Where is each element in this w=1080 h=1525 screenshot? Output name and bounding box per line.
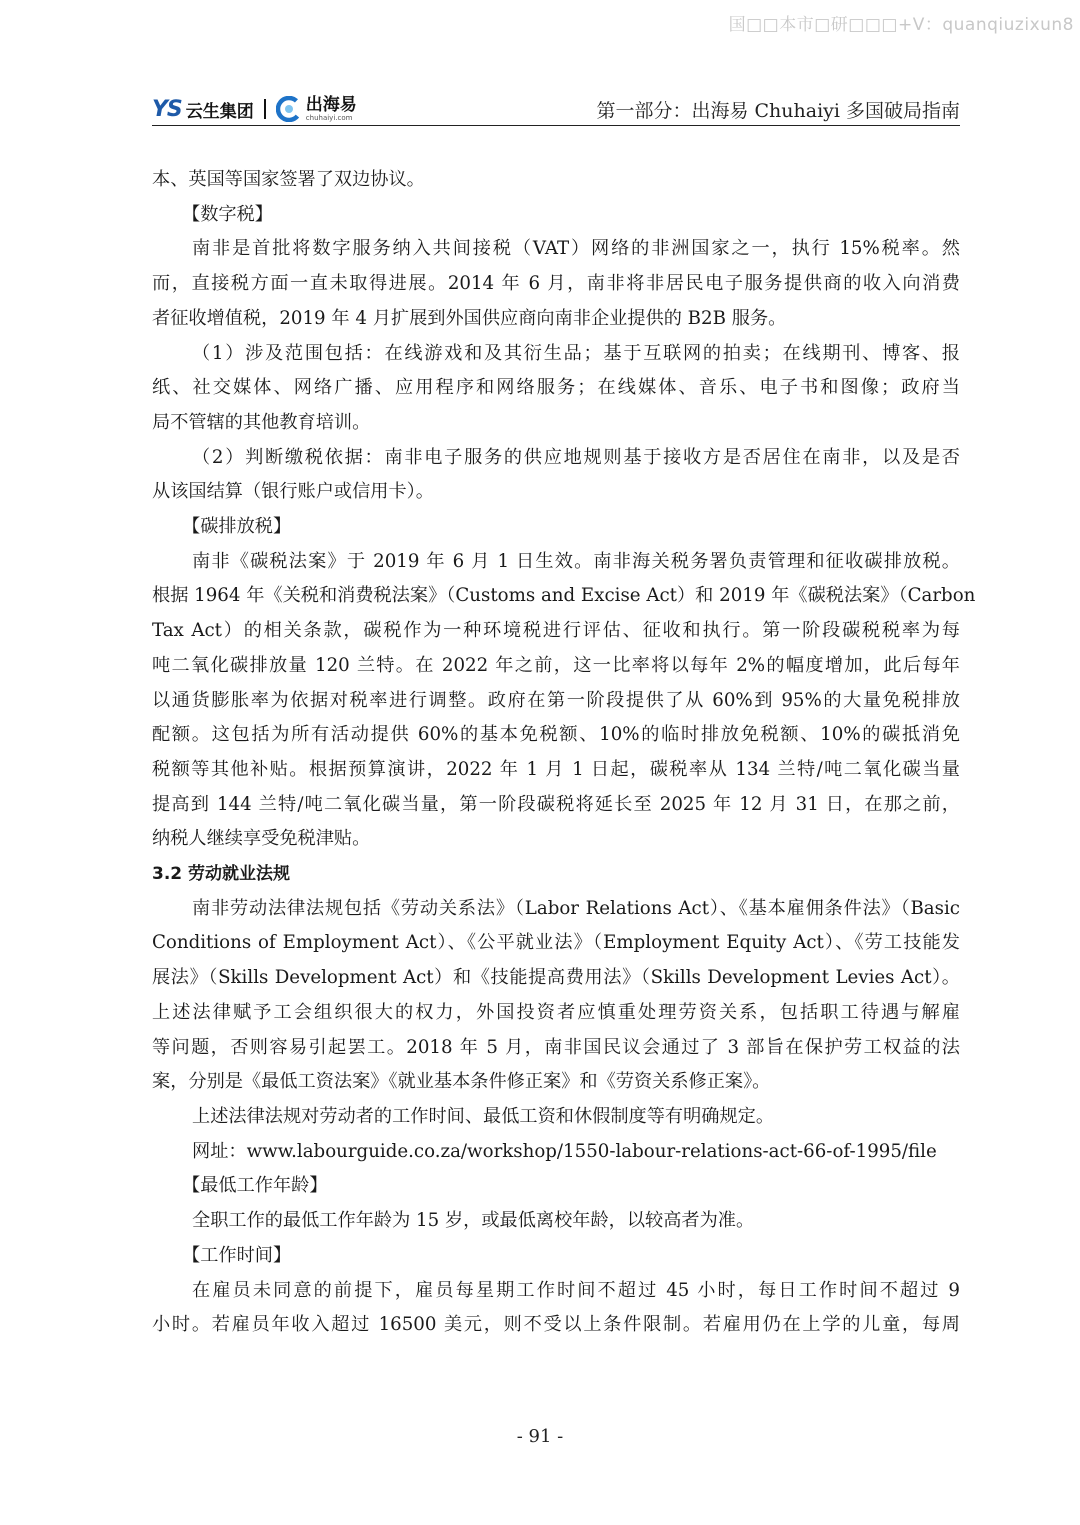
chuhaiyi-logo-en: chuhaiyi.com [305, 113, 353, 122]
paragraph-line: （2）判断缴税依据：南非电子服务的供应地规则基于接收方是否居住在南非，以及是否 [192, 446, 960, 468]
paragraph-line: 税额等其他补贴。根据预算演讲，2022 年 1 月 1 日起，碳税率从 134 兰特/吨二氧化碳当量 [152, 758, 960, 780]
page-number: - 91 - [516, 1426, 564, 1447]
paragraph-line: 等问题，否则容易引起罢工。2018 年 5 月，南非国民议会通过了 3 部旨在保护劳工权益的法 [152, 1036, 960, 1058]
paragraph-line: 南非《碳税法案》于 2019 年 6 月 1 日生效。南非海关税务署负责管理和征收碳排放税。 [192, 550, 960, 572]
watermark: 国□□本市□研□□□+V：quanqiuzixun8 [728, 15, 1074, 35]
page-header [152, 92, 960, 126]
paragraph-line: 配额。这包括为所有活动提供 60%的基本免税额、10%的临时排放免税额、10%的碳抵消免 [152, 724, 960, 746]
url-line: 网址：www.labourguide.co.za/workshop/1550-labour-relations-act-66-of-1995/file [192, 1140, 937, 1162]
subheading-carbon-tax: 【碳排放税】 [182, 516, 292, 538]
subheading-minimum-age: 【最低工作年龄】 [182, 1175, 328, 1197]
paragraph-line: 而，直接税方面一直未取得进展。2014 年 6 月，南非将非居民电子服务提供商的收入向消费 [152, 273, 960, 295]
paragraph-line: （1）涉及范围包括：在线游戏和及其衍生品；基于互联网的拍卖；在线期刊、博客、报 [192, 342, 960, 364]
page-body [152, 163, 976, 1343]
chuhaiyi-logo-icon [276, 96, 302, 122]
subheading-working-hours: 【工作时间】 [182, 1244, 292, 1266]
paragraph-line: 上述法律法规对劳动者的工作时间、最低工资和休假制度等有明确规定。 [192, 1105, 775, 1127]
paragraph-line: Conditions of Employment Act）、《公平就业法》（Employment Equity Act）、《劳工技能发 [152, 932, 960, 954]
paragraph-line: 从该国结算（银行账户或信用卡）。 [152, 481, 434, 503]
section-heading-labor: 3.2 劳动就业法规 [152, 864, 291, 885]
paragraph-line: 在雇员未同意的前提下，雇员每星期工作时间不超过 45 小时，每日工作时间不超过 9 [192, 1279, 960, 1301]
paragraph-line: Tax Act）的相关条款，碳税作为一种环境税进行评估、征收和执行。第一阶段碳税税率为每 [152, 620, 960, 642]
paragraph-line: 南非劳动法律法规包括《劳动关系法》（Labor Relations Act）、《基本雇佣条件法》（Basic [192, 897, 960, 919]
paragraph-line: 展法》（Skills Development Act）和《技能提高费用法》（Skills Development Levies Act）。 [152, 967, 960, 989]
paragraph-line: 上述法律赋予工会组织很大的权力，外国投资者应慎重处理劳资关系，包括职工待遇与解雇 [152, 1001, 960, 1023]
paragraph-line: 小时。若雇员年收入超过 16500 美元，则不受以上条件限制。若雇用仍在上学的儿童，每周 [152, 1314, 960, 1336]
paragraph-line: 吨二氧化碳排放量 120 兰特。在 2022 年之前，这一比率将以每年 2%的幅度增加，此后每年 [152, 654, 960, 676]
paragraph-line: 以通货膨胀率为依据对税率进行调整。政府在第一阶段提供了从 60%到 95%的大量免税排放 [152, 689, 960, 711]
paragraph-line: 案，分别是《最低工资法案》《就业基本条件修正案》和《劳资关系修正案》。 [152, 1071, 771, 1093]
paragraph-line: 者征收增值税，2019 年 4 月扩展到外国供应商向南非企业提供的 B2B 服务。 [152, 307, 787, 329]
paragraph-line: 本、英国等国家签署了双边协议。 [152, 169, 425, 190]
header-title: 第一部分：出海易 Chuhaiyi 多国破局指南 [596, 100, 960, 122]
yunsheng-group-logo-text: 云生集团 [185, 101, 254, 122]
chuhaiyi-logo-cn: 出海易 [305, 94, 357, 115]
logo-divider [264, 99, 266, 119]
paragraph-line: 南非是首批将数字服务纳入共间接税（VAT）网络的非洲国家之一，执行 15%税率。然 [192, 238, 960, 260]
subheading-digital-tax: 【数字税】 [182, 203, 273, 225]
paragraph-line: 根据 1964 年《关税和消费税法案》（Customs and Excise Act）和 2019 年《碳税法案》（Carbon [152, 585, 976, 607]
paragraph-line: 局不管辖的其他教育培训。 [152, 411, 371, 433]
paragraph-line: 纸、社交媒体、网络广播、应用程序和网络服务；在线媒体、音乐、电子书和图像；政府当 [152, 377, 960, 399]
header-divider [152, 125, 960, 127]
ys-logo-mark: YS [152, 96, 182, 122]
header-logo [152, 94, 357, 124]
paragraph-line: 提高到 144 兰特/吨二氧化碳当量，第一阶段碳税将延长至 2025 年 12 月 31 日，在那之前， [152, 793, 960, 815]
paragraph-line: 纳税人继续享受免税津贴。 [152, 828, 371, 850]
paragraph-line: 全职工作的最低工作年龄为 15 岁，或最低离校年龄，以较高者为准。 [192, 1210, 755, 1232]
chuhaiyi-logo-text [305, 94, 357, 122]
